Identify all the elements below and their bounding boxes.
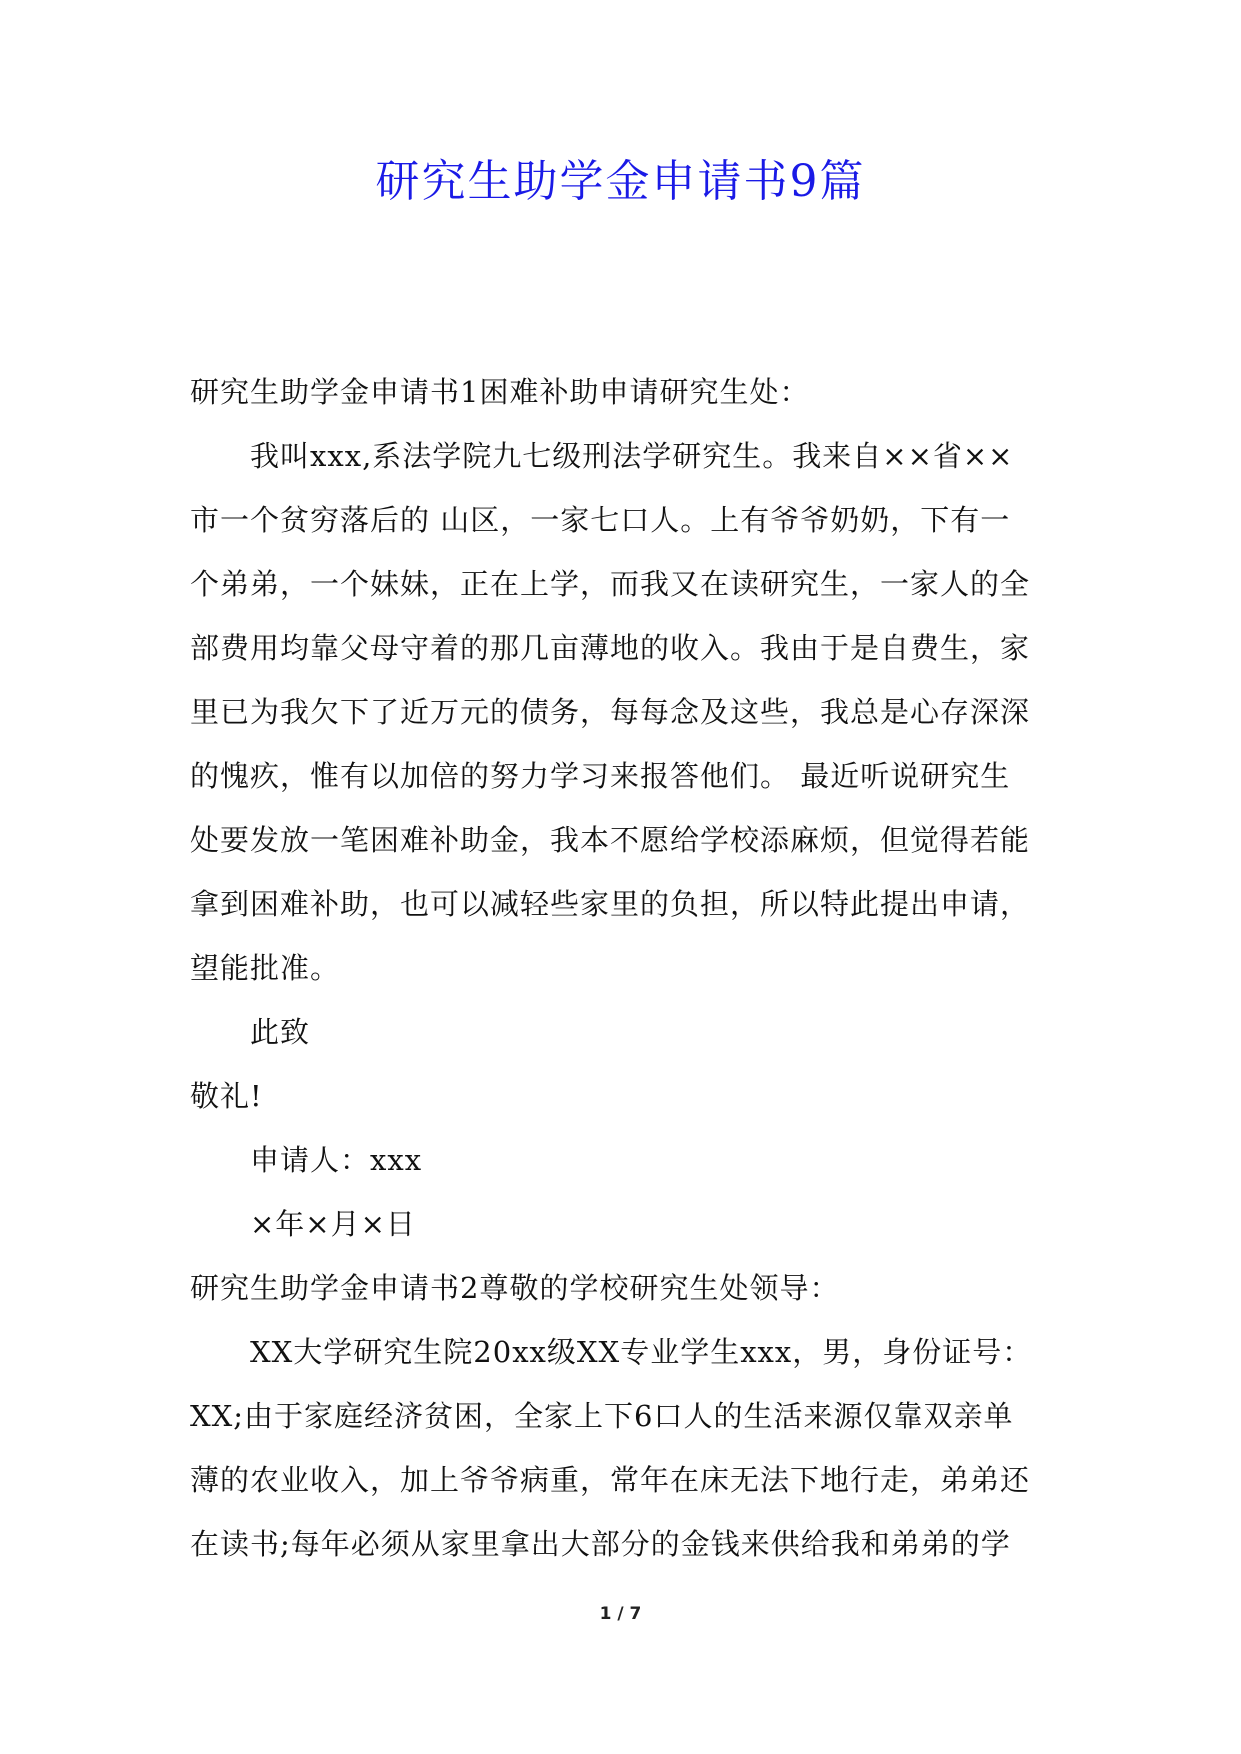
text-line: 在读书;每年必须从家里拿出大部分的金钱来供给我和弟弟的学 xyxy=(190,1527,1011,1561)
text-line: 拿到困难补助，也可以减轻些家里的负担，所以特此提出申请， xyxy=(190,887,1031,921)
text-line: XX大学研究生院20xx级XX专业学生xxx，男，身份证号： xyxy=(250,1335,1033,1369)
text-line: 的愧疚，惟有以加倍的努力学习来报答他们。 最近听说研究生 xyxy=(190,759,1011,793)
text-line: 里已为我欠下了近万元的债务，每每念及这些，我总是心存深深 xyxy=(190,695,1031,729)
text-line: 薄的农业收入，加上爷爷病重，常年在床无法下地行走，弟弟还 xyxy=(190,1463,1031,1497)
text-line: 此致 xyxy=(250,1015,311,1049)
document-title: 研究生助学金申请书9篇 xyxy=(375,156,866,207)
text-line: 处要发放一笔困难补助金，我本不愿给学校添麻烦，但觉得若能 xyxy=(190,823,1031,857)
text-line: 我叫xxx,系法学院九七级刑法学研究生。我来自××省×× xyxy=(250,439,1014,473)
text-line: XX;由于家庭经济贫困，全家上下6口人的生活来源仅靠双亲单 xyxy=(190,1399,1014,1433)
document-body xyxy=(190,360,1070,1576)
text-line: 部费用均靠父母守着的那几亩薄地的收入。我由于是自费生，家 xyxy=(190,631,1031,665)
text-line: 研究生助学金申请书2尊敬的学校研究生处领导： xyxy=(190,1271,840,1305)
text-line: 申请人：xxx xyxy=(250,1143,423,1177)
text-line: 敬礼! xyxy=(190,1079,263,1113)
text-line: ×年×月×日 xyxy=(250,1207,416,1241)
text-line: 望能批准。 xyxy=(190,951,341,985)
text-line: 研究生助学金申请书1困难补助申请研究生处： xyxy=(190,375,810,409)
text-line: 个弟弟，一个妹妹，正在上学，而我又在读研究生，一家人的全 xyxy=(190,567,1031,601)
page-number: 1 / 7 xyxy=(599,1604,642,1624)
text-line: 市一个贫穷落后的 山区，一家七口人。上有爷爷奶奶，下有一 xyxy=(190,503,1011,537)
